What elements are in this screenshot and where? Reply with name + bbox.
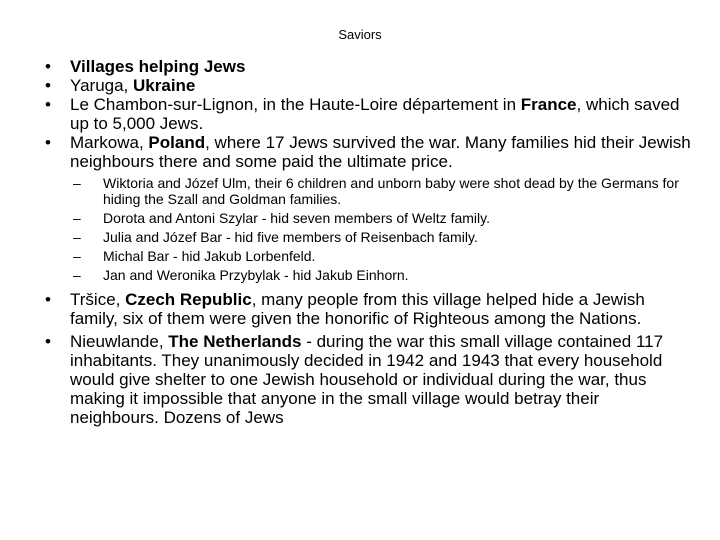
bullet-item	[0, 95, 720, 133]
bullet-item	[0, 332, 720, 427]
sub-item-text: Julia and Józef Bar - hid five members of Reisenbach family.	[103, 229, 478, 245]
bullet-list	[0, 57, 720, 427]
bullet-country: Ukraine	[133, 76, 196, 95]
sub-item	[73, 175, 692, 210]
bullet-country: Poland	[148, 133, 206, 152]
bullet-text: , where 17 Jews survived the war. Many families hid their Jewish neighbours there and some paid the ultimate price.	[70, 133, 691, 171]
bullet-marker: •	[45, 95, 51, 114]
dash-marker: –	[73, 267, 81, 283]
bullet-text: Yaruga,	[70, 76, 134, 95]
bullet-text: , which saved up to 5,000 Jews.	[70, 95, 680, 133]
sub-item	[73, 248, 692, 267]
sub-item-text: Michal Bar - hid Jakub Lorbenfeld.	[103, 248, 316, 264]
bullet-item	[0, 76, 720, 95]
sub-item-text: Wiktoria and Józef Ulm, their 6 children and unborn baby were shot dead by the Germans for hiding the Szall and Goldman families.	[103, 175, 679, 207]
bullet-item	[0, 133, 720, 286]
bullet-text: Markowa,	[70, 133, 149, 152]
bullet-country: France	[520, 95, 577, 114]
sub-item	[73, 229, 692, 248]
bullet-text: Villages helping Jews	[70, 57, 246, 76]
slide-title: Saviors	[338, 27, 382, 42]
bullet-marker: •	[45, 57, 51, 76]
bullet-text: Nieuwlande,	[70, 332, 169, 351]
bullet-marker: •	[45, 332, 51, 351]
bullet-text: , many people from this village helped hide a Jewish family, six of them were given the honorific of Righteous among the Nations.	[70, 290, 645, 328]
dash-marker: –	[73, 248, 81, 264]
sub-item-text: Dorota and Antoni Szylar - hid seven members of Weltz family.	[103, 210, 490, 226]
dash-marker: –	[73, 229, 81, 245]
sub-item	[73, 267, 692, 286]
bullet-marker: •	[45, 133, 51, 152]
dash-marker: –	[73, 210, 81, 226]
sub-item	[73, 210, 692, 229]
bullet-text: Le Chambon-sur-Lignon, in the Haute-Loire département in	[70, 95, 521, 114]
dash-marker: –	[73, 175, 81, 191]
bullet-country: The Netherlands	[168, 332, 302, 351]
sub-list	[70, 175, 692, 286]
bullet-text: Tršice,	[70, 290, 126, 309]
bullet-item	[0, 57, 720, 76]
bullet-marker: •	[45, 290, 51, 309]
bullet-item	[0, 290, 720, 328]
bullet-country: Czech Republic	[125, 290, 252, 309]
sub-item-text: Jan and Weronika Przybylak - hid Jakub Einhorn.	[103, 267, 409, 283]
bullet-text: - during the war this small village contained 117 inhabitants. They unanimously decided in 1942 and 1943 that every household would give shelter to one Jewish household or individual during the war, thus making it impossible that anyone in the small village would betray their neighbours. Dozens of Jews	[70, 332, 664, 427]
bullet-marker: •	[45, 76, 51, 95]
